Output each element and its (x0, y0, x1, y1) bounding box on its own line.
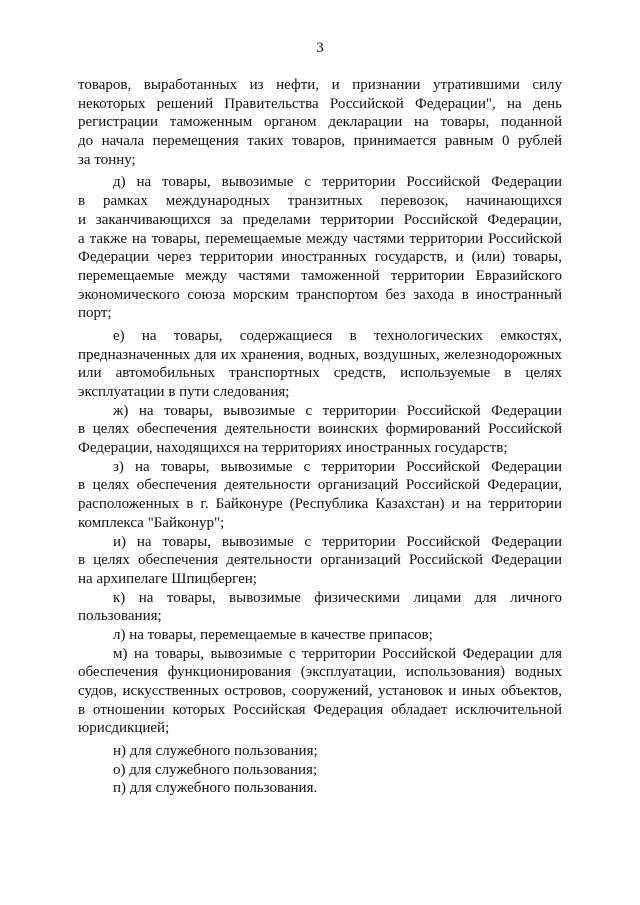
paragraph-z (78, 458, 562, 533)
document-body (78, 76, 562, 798)
paragraph-e (78, 327, 562, 402)
text-line: предназначенных для их хранения, водных, воздушных, железнодорожных (78, 346, 562, 363)
text-line: порт; (78, 305, 112, 322)
text-line: судов, искусственных островов, сооружений, установок и иных объектов, (78, 683, 562, 699)
text-line: регистрации таможенным органом декларации на товары, поданной (78, 114, 562, 131)
page-number: 3 (316, 40, 324, 56)
text-line: и заканчивающихся за пределами территории Российской Федерации, (78, 211, 562, 228)
text-line: или автомобильных транспортных средств, используемые в целях (78, 365, 562, 382)
text-line: в целях обеспечения деятельности организаций Российской Федерации, (78, 477, 562, 494)
text-line: до начала перемещения таких товаров, принимается равным 0 рублей (78, 133, 562, 150)
text-line: ж) на товары, вывозимые с территории Российской Федерации (113, 402, 562, 419)
text-line: в целях обеспечения деятельности организаций Российской Федерации (78, 552, 562, 569)
text-line: обеспечения функционирования (эксплуатации, использования) водных (78, 664, 562, 681)
paragraph-d (78, 173, 562, 323)
text-line: юрисдикцией; (78, 720, 170, 737)
text-line: п) для служебного пользования. (113, 780, 318, 797)
text-line: на архипелаге Шпицберген; (78, 570, 257, 587)
paragraph-p (78, 779, 562, 798)
text-line: к) на товары, вывозимые физическими лицами для личного (113, 589, 562, 606)
paragraph-zh (78, 402, 562, 458)
text-line: комплекса "Байконур"; (78, 514, 225, 531)
text-line: и) на товары, вывозимые с территории Российской Федерации (113, 533, 562, 550)
text-line: в целях обеспечения деятельности воинских формирований Российской (78, 421, 562, 438)
paragraph-i (78, 533, 562, 589)
text-line: в рамках международных транзитных перевозок, начинающихся (78, 193, 562, 210)
text-line: расположенных в г. Байконуре (Республика Казахстан) и на территории (78, 496, 562, 513)
text-line: Федерации, находящихся на территориях иностранных государств; (78, 440, 508, 457)
paragraph-l (78, 626, 562, 645)
text-line: н) для служебного пользования; (113, 743, 318, 760)
text-line: товаров, выработанных из нефти, и признании утратившими силу (78, 77, 562, 93)
paragraph-k (78, 589, 562, 626)
text-line: в отношении которых Российская Федерация обладает исключительной (78, 701, 562, 718)
text-line: экономического союза морским транспортом без захода в иностранный (78, 286, 562, 303)
text-line: эксплуатации в пути следования; (78, 384, 290, 400)
text-line: о) для служебного пользования; (113, 761, 318, 778)
text-line: перемещаемые между частями таможенной территории Евразийского (78, 267, 562, 284)
paragraph-continuation (78, 76, 562, 169)
paragraph-n (78, 742, 562, 761)
text-line: Федерации через территории иностранных государств, и (или) товары, (78, 249, 562, 266)
text-line: за тонну; (78, 151, 136, 168)
paragraph-m (78, 645, 562, 738)
text-line: е) на товары, содержащиеся в технологических емкостях, (113, 327, 562, 344)
text-line: а также на товары, перемещаемые между частями территории Российской (78, 230, 562, 247)
text-line: м) на товары, вывозимые с территории Российской Федерации для (113, 645, 562, 662)
text-line: пользования; (78, 608, 162, 625)
text-line: д) на товары, вывозимые с территории Российской Федерации (113, 174, 562, 191)
text-line: л) на товары, перемещаемые в качестве припасов; (113, 626, 433, 643)
paragraph-o (78, 761, 562, 780)
text-line: з) на товары, вывозимые с территории Российской Федерации (113, 458, 562, 475)
text-line: некоторых решений Правительства Российской Федерации", на день (78, 95, 562, 112)
